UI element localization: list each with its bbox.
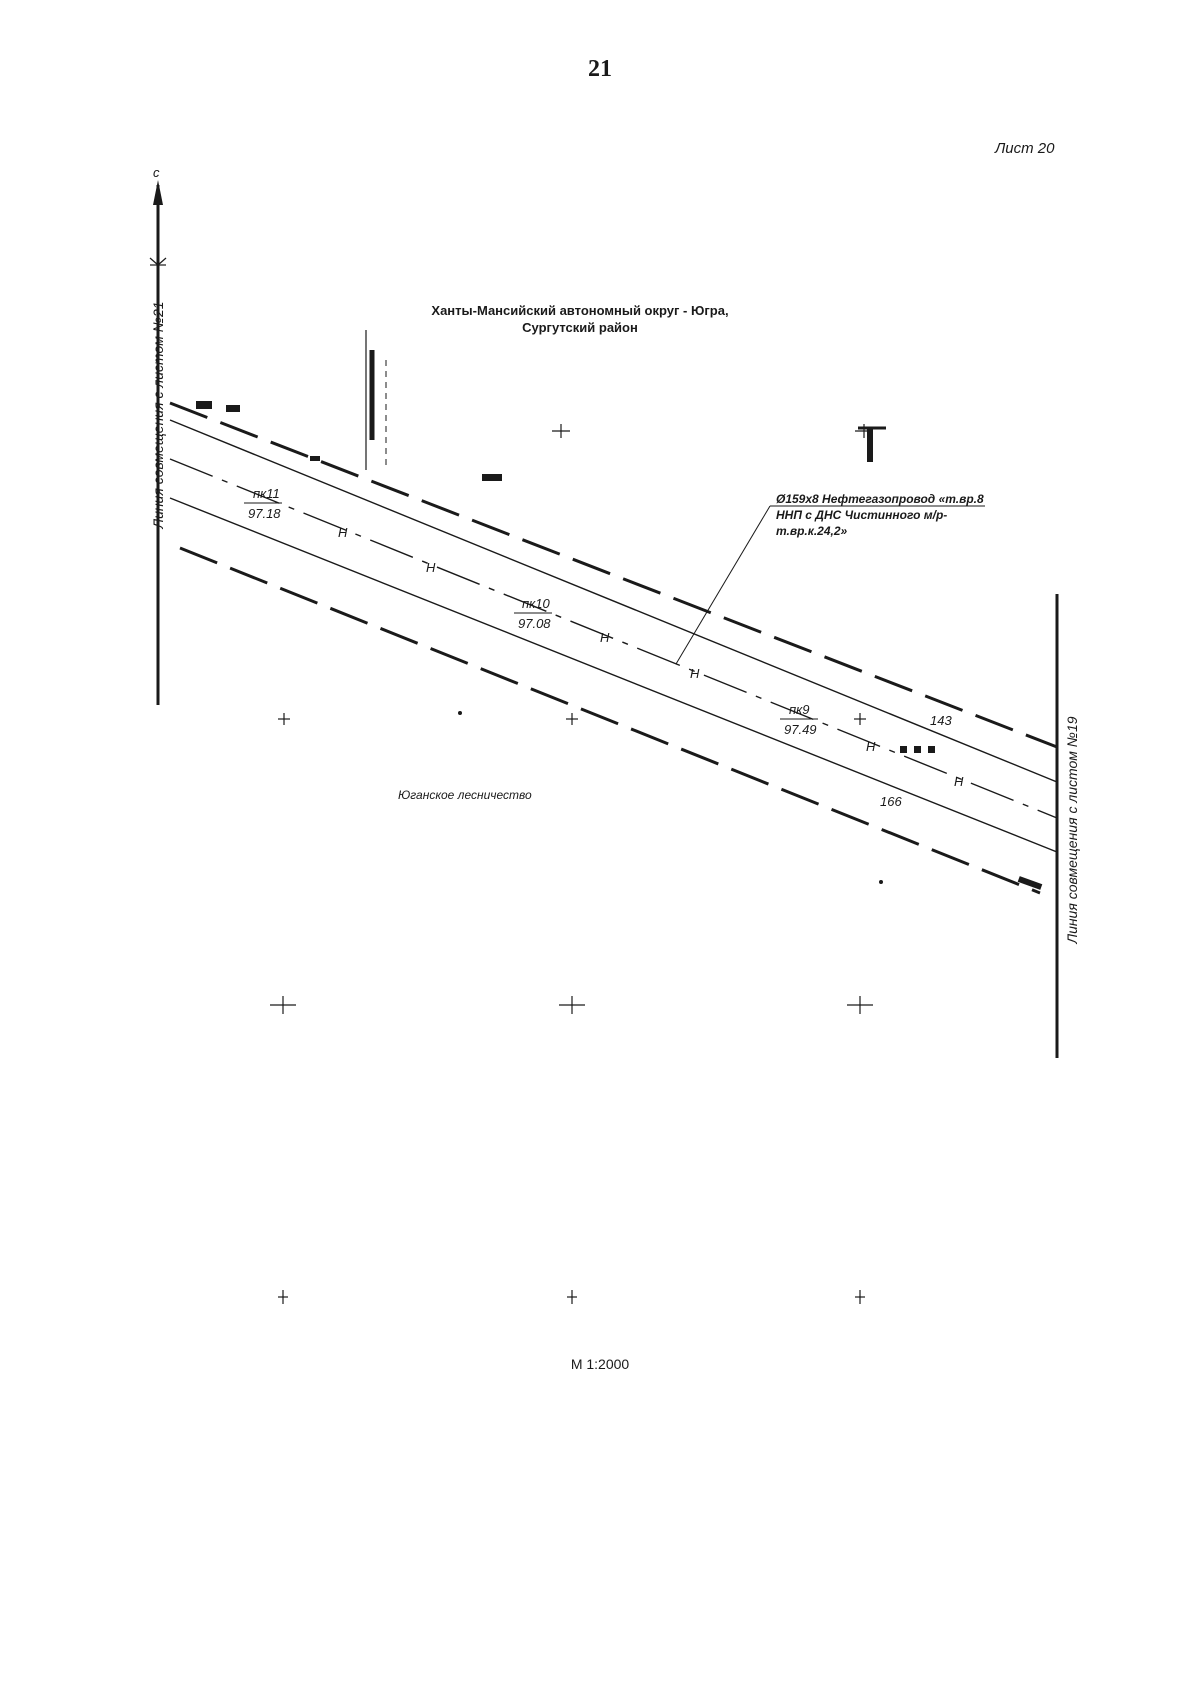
boundary-mark-143: 143 [930,713,952,728]
pipeline-marker: Н [338,525,348,540]
terrain-symbols [196,401,1042,890]
sheet-label: Лист 20 [995,140,1055,157]
match-line-right-label: Линия совмещения с листом №19 [1064,716,1080,944]
forestry-label: Юганское лесничество [398,788,532,802]
north-letter: с [153,165,160,180]
pipeline-marker: Н [866,739,876,754]
picket-11-number: пк11 [253,486,280,501]
pipeline-leader [676,506,770,664]
tower-icon [858,428,886,462]
picket-10-elevation: 97.08 [518,616,551,631]
pipeline-marker: Н [426,560,436,575]
pipeline-marker: Н [600,630,610,645]
grid-crosses [270,424,873,1304]
pipeline-marker: Н [690,666,700,681]
picket-10-number: пк10 [522,596,550,611]
scale-label: М 1:2000 [570,1356,630,1372]
boundary-mark-166: 166 [880,794,902,809]
picket-11-elevation: 97.18 [248,506,281,521]
match-line-left-label: Линия совмещения с листом №21 [150,301,166,529]
region-label: Ханты-Мансийский автономный округ - Югра, Сургутский район [431,303,729,335]
pipeline-marker: Н [954,774,964,789]
utility-pole-icon [366,330,386,470]
page-number: 21 [588,56,612,82]
pipeline-label: Ø159х8 Нефтегазопровод «т.вр.8 ННП с ДНС Чистинного м/р-т.вр.к.24,2» [776,492,984,538]
picket-9-elevation: 97.49 [784,722,817,737]
picket-9-number: пк9 [789,702,810,717]
corridor-boundary-lines [170,403,1057,893]
